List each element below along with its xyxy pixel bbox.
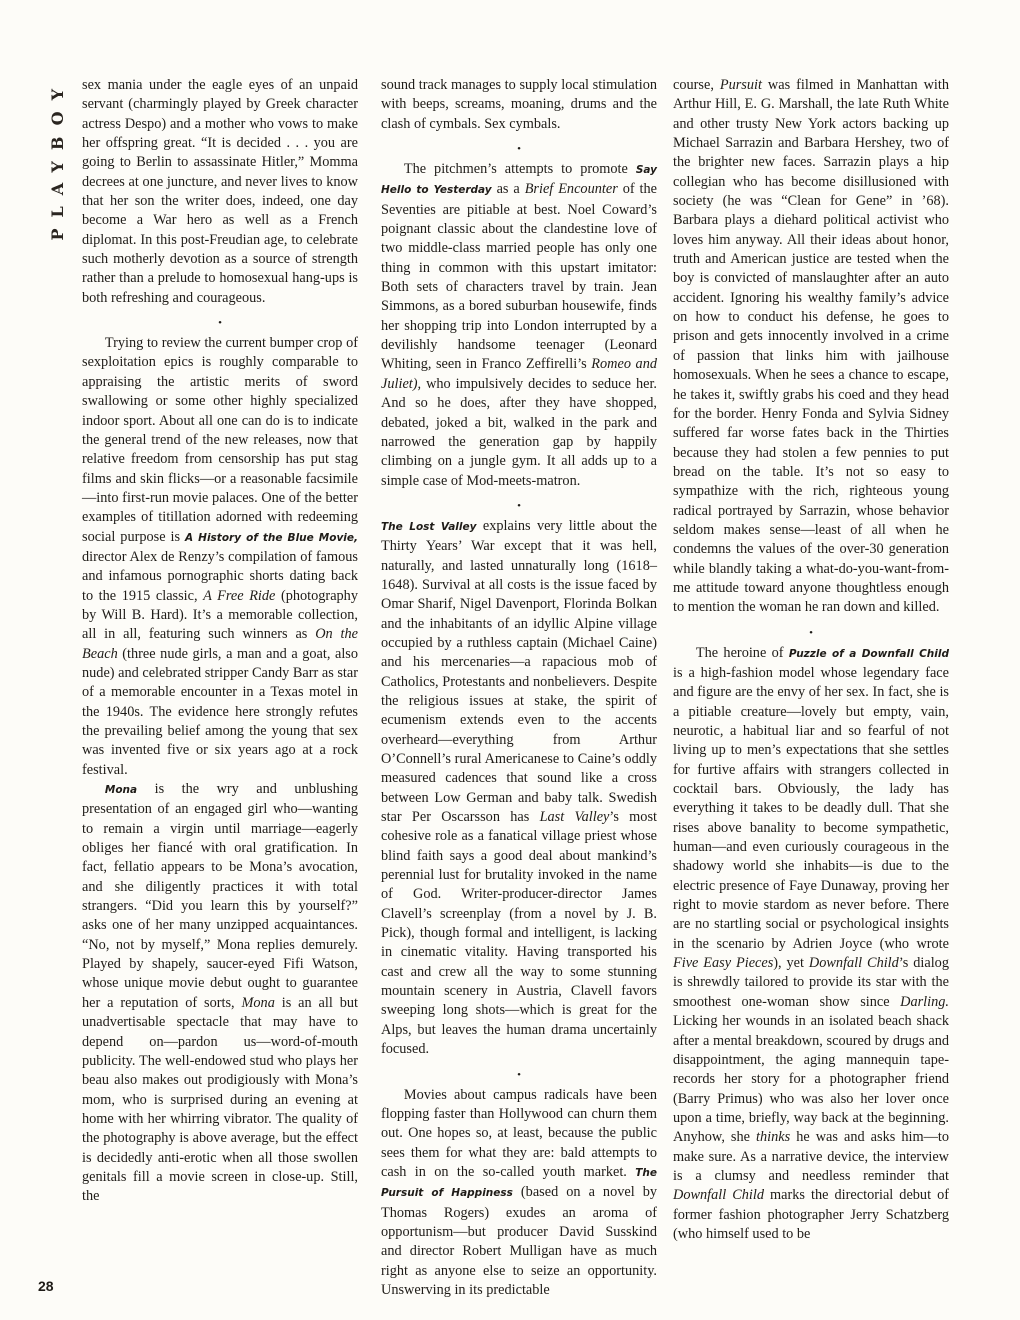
film-title: Pursuit [719,77,762,93]
film-title: Darling. [900,993,949,1010]
column-3 [673,76,949,1244]
film-title: Downfall Child [673,1187,765,1204]
film-title: Downfall Child [808,955,899,972]
paragraph: Trying to review the current bumper crop of sexploitation epics is roughly comparable to appraising the artistic merits of sword swallowing or some other highly specialized indoor sport. About all one can do is to indicate the general trend of the new releases, now that relative freedom from censorship has put stag films and skin flicks—or a reasonable facsimile—into first-run movie palaces. One of the better examples of titillation adorned with redeeming social purpose is A History of the Blue Movie, director Alex de Renzy’s compilation of famous and infamous pornographic shorts dating back to the 1915 classic, A Free Ride (photography by Will B. Hard). It’s a memorable collection, all in all, featuring such winners as On the Beach (three nude girls, a man and a goat, also nude) and celebrated stripper Candy Barr as star of a memorable encounter in a Texas motel in the 1940s. The evidence here strongly refutes the prevailing belief among the young that sex was invented five or six years ago at a rock festival. [82,335,359,778]
paragraph: sound track manages to supply local stimulation with beeps, screams, moaning, drums and the clash of cymbals. Sex cymbals. [381,77,657,132]
paragraph: The heroine of Puzzle of a Downfall Child is a high-fashion model whose legendary face and figure are the envy of her sex. In fact, she is a pitiable creature—lovely but empty, vain, neurotic, a habitual liar and so fearful of not living up to men’s expectations that she settles for furtive affairs with strangers collected in cocktail bars. Obviously, the lady has everything it takes to be deadly dull. That she rises above banality to become sympathetic, human—and even curiously courageous in the shadowy world she inhabits—is due to the electric presence of Faye Dunaway, proving her right to movie stardom as never before. There are no startling social or psychological insights in the scenario by Adrien Joyce (who wrote Five Easy Pieces), yet Downfall Child’s dialog is shrewdly tailored to provide its star with the smoothest one-woman show since Darling. Licking her wounds in an isolated beach shack after a mental breakdown, scoured by drugs and disappointment, the aging mannequin tape-records her story for a photographer friend (Barry Primus) who was also her lover once upon a time, briefly, way back at the beginning. Anyhow, she thinks he was and asks him—to make sure. As a narrative device, the interview is a clumsy and needless reminder that Downfall Child marks the directorial debut of former fashion photographer Jerry Schatzberg (who himself used to be [673,644,949,1242]
film-title: A History of the Blue Movie, [185,531,359,544]
column-1 [82,76,358,1207]
section-dot: • [517,499,521,512]
film-title: Mona [241,994,275,1011]
masthead: PLAYBOY [48,78,67,241]
section-dot: • [809,626,813,639]
film-title: Romeo and Juliet), [381,356,657,392]
paragraph: The Lost Valley explains very little about the Thirty Years’ War except that it was hell, naturally, and lasted unnaturally long (1618–1648). Survival at all costs is the issue faced by Omar Sharif, Nigel Davenport, Florinda Bolkan and the inhabitants of an idyllic Alpine village occupied by a ruthless captain (Michael Caine) and his mercenaries—a rapacious mob of Catholics, Protestants and nonbelievers. Despite the religious issues at stake, the spirit of ecumenism extends even to the accents overheard—everything from Arthur O’Connell’s rural Americanese to Caine’s oddly measured cadences that sound like a cross between Low German and baby talk. Swedish star Per Oscarsson has Last Valley’s most cohesive role as a fanatical village priest whose blind faith says a good deal about mankind’s perennial lust for brutality invoked in the name of God. Writer-producer-director James Clavell’s screenplay (from a novel by J. B. Pick), though formal and intelligent, is lacking in cinematic vitality. Having transported his cast and crew all the way to some stunning mountain scenery in Austria, Clavell favors sweeping long shots—which is great for the Alps, but leaves the human drama uncertainly focused. [381,517,658,1058]
film-title: The Pursuit of Happiness [381,1166,657,1200]
film-title: Five Easy Pieces [673,955,774,972]
film-title: Mona [104,784,138,797]
section-dot: • [517,143,521,156]
section-dot: • [218,317,222,330]
film-title: Say Hello to Yesterday [381,164,657,197]
paragraph: course, Pursuit was filmed in Manhattan with Arthur Hill, E. G. Marshall, the late Ruth White and other trusty New York actors backing up Michael Sarrazin and Barbara Hershey, two of the brighter new faces. Sarrazin plays a hip collegian who has become disillusioned with society (he was “Clean for Gene” in ’68). Barbara plays a diehard political activist who loves him anyway. All their ideas about honor, truth and American justice are tested when the boy is convicted of manslaughter after an auto accident. Ignoring his wealthy family’s advice on how to conduct his defense, he goes to prison and gets innocently involved in a crime of passion that links him with jailhouse homosexuals. When he sees a chance to escape, he takes it, swiftly grabs his coed and they head for the border. Henry Fonda and Sylvia Sidney suffered far worse fates back in the Thirties because they had stolen a few pennies to put bread on the table. It’s not so easy to sympathize with the rich, righteous young radical portrayed by Sarrazin, whose behavior seldom makes sense—least of all when he condemns the values of the over-30 generation while blandly taking a what-do-you-want-from-me attitude toward anyone thoughtless enough to mention the woman he ran down and killed. [673,77,949,616]
film-title: A Free Ride [203,587,276,604]
film-title: The Lost Valley [381,520,477,533]
film-title: Brief Encounter [524,181,618,198]
paragraph: Movies about campus radicals have been flopping faster than Hollywood can churn them out. One hopes so, at least, because the public sees them for what they are: bald attempts to cash in on the so-called youth market. The Pursuit of Happiness (based on a novel by Thomas Rogers) exudes an aroma of opportunism—but producer David Susskind and director Robert Mulligan have as much right as anyone else to seize an opportunity. Unswerving in its predictable [381,1086,658,1298]
paragraph: The pitchmen’s attempts to promote Say Hello to Yesterday as a Brief Encounter of the Seventies are pitiable at best. Noel Coward’s poignant classic about the clandestine love of two middle-class married people has only one thing in common with this upstart imitator: Both sets of characters travel by train. Jean Simmons, as a bored suburban housewife, finds her shopping trip into London interrupted by a devilishly handsome teenager (Leonard Whiting, seen in Franco Zeffirelli’s Romeo and Juliet), who impulsively decides to seduce her. And so he does, after they have shopped, debated, joked a bit, walked in the park and narrowed the generation gap by happily climbing on a jungle gym. It all adds up to a simple case of Mod-meets-matron. [381,161,657,489]
film-title: On the Beach [82,626,359,662]
paragraph: sex mania under the eagle eyes of an unpaid servant (charmingly played by Greek character actress Despo) and a mother who vows to make her offspring great. “It is decided . . . you are going to Berlin to assassinate Hitler,” Momma decrees at one juncture, and never lives to know that her son the writer does, indeed, one day become a War hero as well as a French diplomat. In this post-Freudian age, to celebrate such motherly devotion as a source of strength rather than a prelude to homosexual hang-ups is both refreshing and courageous. [82,77,358,306]
emphasis: thinks [756,1129,791,1146]
film-title: Puzzle of a Downfall Child [788,647,949,660]
paragraph: Mona is the wry and unblushing presentation of an engaged girl who—wanting to remain a virgin until marriage—eagerly obliges her fiancé with oral gratification. In fact, fellatio appears to be Mona’s avocation, and she diligently practices it with total strangers. “Did you learn this by yourself?” asks one of her many unzipped acquaintances. “No, not by myself,” Mona replies demurely. Played by shapely, saucer-eyed Fifi Watson, whose unique movie debut ought to guarantee her a reputation of sorts, Mona is an all but unadvertisable spectacle that may have to depend on—pardon us—word-of-mouth publicity. The well-endowed stud who plays her beau also makes out prodigiously with Mona’s mom, who is surprised during an evening at home with her whirring vibrator. The quality of the photography is above average, but the effect is decidedly anti-erotic when all those swollen genitals fill a movie screen in close-up. Still, the [82,781,358,1205]
film-title: Last Valley [539,809,610,826]
section-dot: • [517,1068,521,1081]
page-number: 28 [38,1278,54,1294]
column-2 [381,76,657,1300]
